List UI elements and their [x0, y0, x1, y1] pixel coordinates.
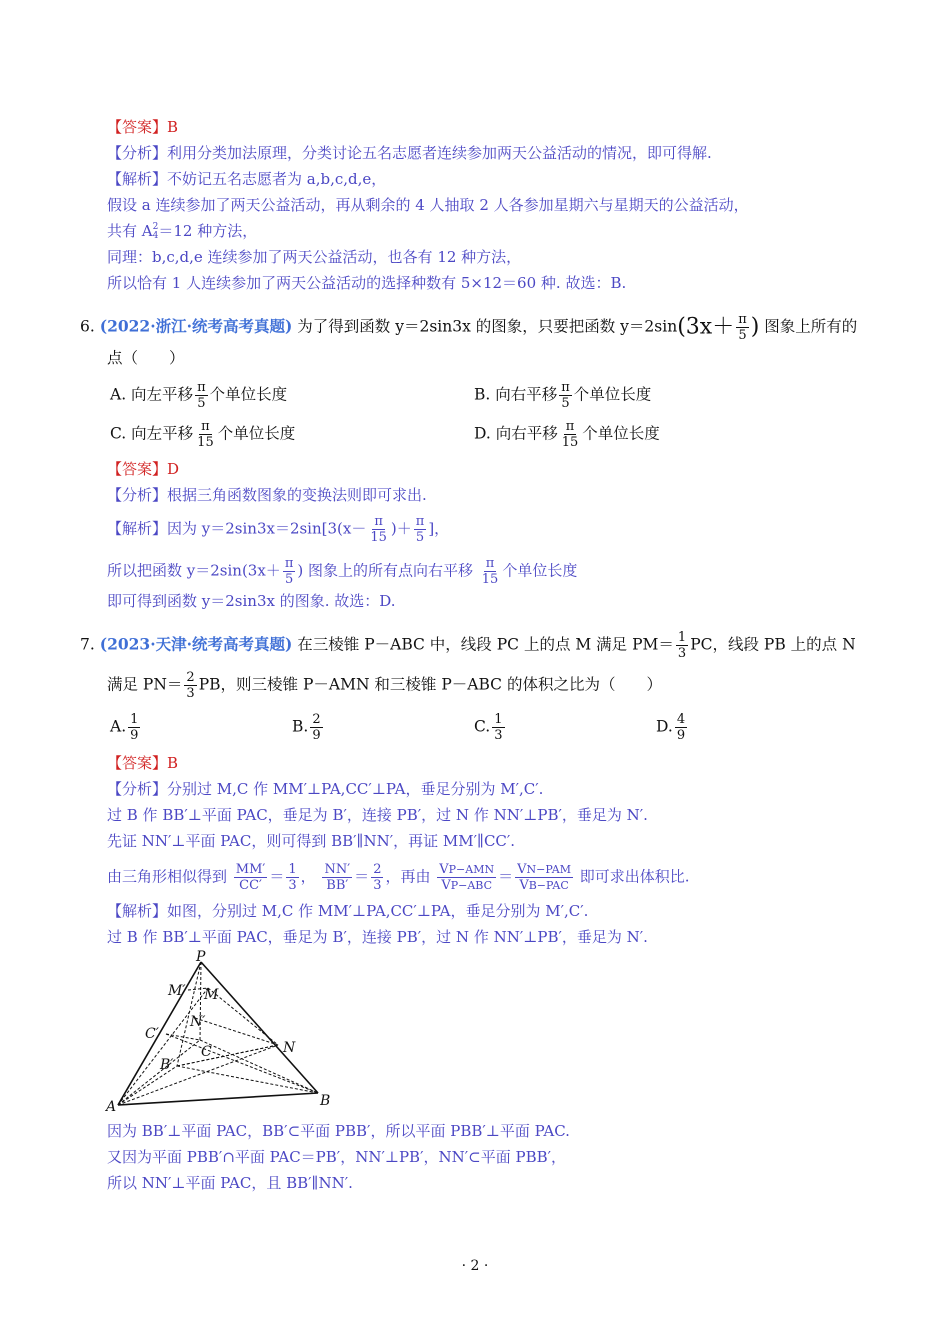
q7-source: (2023·天津·统考高考真题) — [99, 634, 293, 654]
label-n: N — [283, 1040, 296, 1056]
q7-analysis-1: 【分析】分别过 M,C 作 MM′⊥PA,CC′⊥PA，垂足分别为 M′,C′. — [107, 780, 544, 798]
q6-stem-line2: 点（ ） — [107, 349, 185, 367]
label-c-prime: C′ — [145, 1026, 159, 1042]
q6-option-b[interactable]: B. 向右平移 $\frac{\pi}{5}$ 个单位长度 — [474, 380, 652, 411]
q6-solution-1: 【解析】因为 y＝2sin3x＝2sin[3(x－ $\frac{\pi}{15}$ )＋ $\frac{\pi}{5}$ ]， — [107, 514, 450, 545]
label-p: P — [196, 949, 206, 965]
q7-analysis-4: 由三角形相似得到 $\frac{MM'}{CC'}$ ＝ $\frac{1}{3}$ ， $\frac{NN'}{BB'}$ ＝ $\frac{2}{3}$ ，再由 $\frac{\text{VP−AMN}}{\text{VP−ABC}}$ ＝ $\frac{\text{VN−PAM}}{\text{VB−PAC}}$ 即可求出体积比. — [107, 862, 690, 893]
q6-option-a[interactable]: A. 向左平移 $\frac{\pi}{5}$ 个单位长度 — [110, 380, 288, 411]
q7-analysis-3: 先证 NN′⊥平面 PAC，则可得到 BB′∥NN′，再证 MM′∥CC′. — [107, 832, 516, 850]
label-b: B — [320, 1093, 331, 1109]
label-a: A — [106, 1099, 117, 1115]
q7-solution-2: 过 B 作 BB′⊥平面 PAC，垂足为 B′，连接 PB′，过 N 作 NN′⊥PB′，垂足为 N′. — [107, 928, 648, 946]
q5-solution-2: 假设 a 连续参加了两天公益活动，再从剩余的 4 人抽取 2 人各参加星期六与星期天的公益活动， — [107, 196, 749, 214]
q6-solution-2: 所以把函数 y＝2sin(3x＋ $\frac{\pi}{5}$ ) 图象上的所有点向右平移 $\frac{\pi}{15}$ 个单位长度 — [107, 556, 578, 587]
q6-option-c[interactable]: C. 向左平移 $\frac{\pi}{15}$ 个单位长度 — [110, 419, 296, 450]
q7-stem-line1: 7. (2023·天津·统考高考真题) 在三棱锥 P－ABC 中，线段 PC 上的点 M 满足 PM＝ $\frac{1}{3}$ PC，线段 PB 上的点 N — [80, 630, 856, 661]
label-m: M — [204, 987, 219, 1003]
page-number: · 2 · — [461, 1258, 489, 1274]
q7-solution-3: 因为 BB′⊥平面 PAC，BB′⊂平面 PBB′，所以平面 PBB′⊥平面 PAC. — [107, 1122, 570, 1140]
q7-option-b[interactable]: B. $\frac{2}{9}$ — [292, 712, 321, 743]
q5-solution-3: 共有 A 2 4 ＝12 种方法， — [107, 222, 258, 241]
q7-solution-4: 又因为平面 PBB′∩平面 PAC＝PB′，NN′⊥PB′，NN′⊂平面 PBB′， — [107, 1148, 567, 1166]
label-m-prime: M′ — [168, 983, 186, 999]
label-b-prime: B′ — [160, 1057, 174, 1073]
q7-option-a[interactable]: A. $\frac{1}{9}$ — [110, 712, 139, 743]
q5-solution-4: 同理：b,c,d,e 连续参加了两天公益活动，也各有 12 种方法， — [107, 248, 522, 266]
q6-analysis: 【分析】根据三角函数图象的变换法则即可求出. — [107, 486, 427, 504]
label-n-prime: N′ — [190, 1014, 206, 1030]
q6-answer: 【答案】D — [107, 460, 180, 478]
q5-solution-1: 【解析】不妨记五名志愿者为 a,b,c,d,e， — [107, 170, 387, 188]
q6-source: (2022·浙江·统考高考真题) — [99, 316, 293, 336]
label-c: C — [201, 1044, 212, 1060]
q7-solution-5: 所以 NN′⊥平面 PAC，且 BB′∥NN′. — [107, 1174, 353, 1192]
q6-solution-3: 即可得到函数 y＝2sin3x 的图象. 故选：D. — [107, 592, 396, 610]
q7-analysis-2: 过 B 作 BB′⊥平面 PAC，垂足为 B′，连接 PB′，过 N 作 NN′⊥PB′，垂足为 N′. — [107, 806, 648, 824]
q7-answer: 【答案】B — [107, 754, 179, 772]
q5-answer: 【答案】B — [107, 118, 179, 136]
tetrahedron-figure — [100, 948, 340, 1118]
q5-solution-5: 所以恰有 1 人连续参加了两天公益活动的选择种数有 5×12＝60 种. 故选：B. — [107, 274, 627, 292]
q6-stem-line1: 6. (2022·浙江·统考高考真题) 为了得到函数 y＝2sin3x 的图象，只要把函数 y＝2sin(3x＋ $\frac{\pi}{5}$ ) 图象上所有的 — [80, 312, 858, 343]
q7-stem-line2: 满足 PN＝ $\frac{2}{3}$ PB，则三棱锥 P－AMN 和三棱锥 P－ABC 的体积之比为（ ） — [107, 670, 662, 701]
q7-option-d[interactable]: D. $\frac{4}{9}$ — [656, 712, 686, 743]
q7-option-c[interactable]: C. $\frac{1}{3}$ — [474, 712, 503, 743]
q7-solution-1: 【解析】如图，分别过 M,C 作 MM′⊥PA,CC′⊥PA，垂足分别为 M′,C′. — [107, 902, 589, 920]
q6-option-d[interactable]: D. 向右平移 $\frac{\pi}{15}$ 个单位长度 — [474, 419, 660, 450]
q5-analysis: 【分析】利用分类加法原理，分类讨论五名志愿者连续参加两天公益活动的情况，即可得解. — [107, 144, 712, 162]
